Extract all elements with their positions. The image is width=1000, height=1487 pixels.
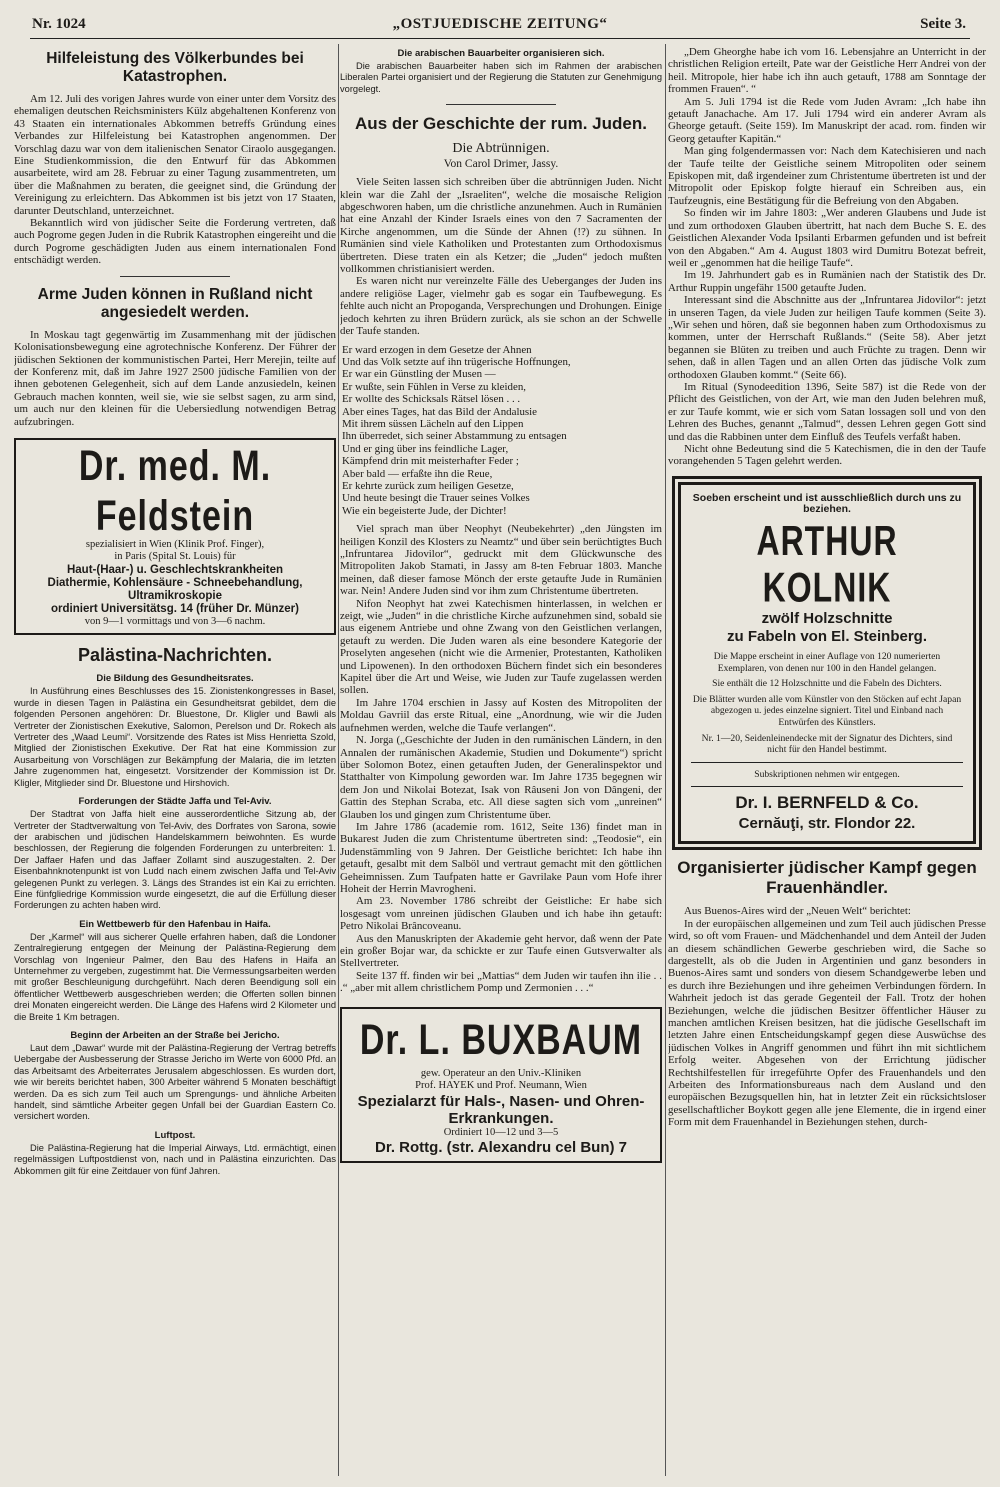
ad-line: in Paris (Spital St. Louis) für xyxy=(114,551,236,563)
paragraph: Viele Seiten lassen sich schreiben über die abtrünnigen Juden. Nicht klein war die Zahl der „Israeliten“, welche die mosaische Religion abgeschworen haben, um die christliche anzunehmen. Auch in Rumänien hat eine Anzahl der Kinder Israels eines von den 7 Sacramenten der Kirche angenommen, um die Sünde der Ahnen (!?) zu sühnen. In Rumänien sind viele Katholiken und Protestanten zum Orthodoxismus übertreten. Diese traten ein als Ketzer; die „Juden“ jedoch mußten vollkommen christianisiert werden. xyxy=(340,176,662,276)
paragraph: Am 12. Juli des vorigen Jahres wurde von einer unter dem Vorsitz des ehemaligen deutschen Reichsministers Külz abgehaltenen Konferenz von 43 Staaten ein internationales Abkommen betreffs Gründung eines Verbandes zur Hilfeleistung bei Katastrophen angenommen. Der Vorschlag dazu war von dem italienischen Senator Ciraolo ausgegangen. Eine Studienkommission, die den Entwurf für das Abkommen ausarbeitete, wird am 28. Februar zu einer Tagung zusammentreten, um über die Maßnahmen zu beraten, die geeignet sind, die Gründung der Vereinigung zu erleichtern. Das Abkommen ist bis jetzt von 17 Staaten, darunter Deutschland, unterzeichnet. xyxy=(14,93,336,217)
poem-line: Er wollte des Schicksals Rätsel lösen . . . xyxy=(342,393,521,406)
column-rule-2 xyxy=(665,44,666,1476)
paragraph: Aus Buenos-Aires wird der „Neuen Welt“ berichtet: xyxy=(684,905,911,918)
paragraph: Die arabischen Bauarbeiter haben sich im Rahmen der arabischen Liberalen Partei organisiert und der Regierung die Statuten zur Genehmigung vorgelegt. xyxy=(340,61,662,94)
ad-address: Cernăuţi, str. Flondor 22. xyxy=(738,815,916,833)
ad-line: Diathermie, Kohlensäure - Schneebehandlung, Ultramikroskopie xyxy=(47,576,303,602)
subheading: Die arabischen Bauarbeiter organisieren sich. xyxy=(397,48,605,59)
ad-line: Dr. Rottg. (str. Alexandru cel Bun) 7 xyxy=(375,1139,627,1157)
poem-line: Er war ein Günstling der Musen — xyxy=(342,368,496,381)
paragraph: Der „Karmel“ will aus sicherer Quelle erfahren haben, daß die Londoner Zentralregierung entgegen der Meinung der Palästina-Regierung dem Vorschlag von Ingenieur Palmer, den Bau des Hafens in Haifa an Unternehmer zu vergeben, zugestimmt hat. Die Vermessungsarbeiten werden mit großer Beschleunigung durchgeführt. Nach deren Beendigung soll ein öffentlicher Wettbewerb ausgeschrieben werden; die Offerten sollen binnen drei Monaten eingereicht werden. Die Länge des Hafens wird 2 Kilometer und die Breite 1 Km betragen. xyxy=(14,931,336,1022)
header-rule xyxy=(30,38,970,39)
article-title: Hilfeleistung des Völkerbundes bei Katastrophen. xyxy=(46,50,304,85)
ad-line: Spezialarzt für Hals-, Nasen- und Ohren-Erkrankungen. xyxy=(357,1092,645,1127)
ad-rule xyxy=(691,786,963,787)
paragraph: Laut dem „Dawar“ wurde mit der Palästina-Regierung der Vertrag betreffs Uebergabe der Ausbesserung der Strasse Jericho im Werte von 6000 Pfd. an das Arbeitsamt des Arbeiterrates Jerusalem abgeschlossen. Es wurden dort, wie wir bereits berichtet haben, 300 Arbeiter während 5 Monaten beschäftigt werden. Da es sich zum Teil auch um Sprengungs- und ähnliche Arbeiten handelt, sind sämtliche Arbeiter gegen Unfall bei der Guardian Eastern Co. versichert worden. xyxy=(14,1043,336,1122)
poem-line: Er wußte, sein Fühlen in Verse zu kleiden, xyxy=(342,380,526,393)
ad-line: Die Blätter wurden alle vom Künstler von den Stöcken auf echt Japan abgezogen u. jedes einzelne signiert. Titel und Einband nach Entwürfen des Künstlers. xyxy=(692,693,962,728)
paragraph: In Moskau tagt gegenwärtig im Zusammenhang mit der jüdischen Kolonisationsbewegung eine agrotechnische Konferenz. Der Führer der jüdischen Sektionen der kommunistischen Partei, Herr Merejin, teilte auf der Konferenz mit, daß im Jahre 1927 2500 jüdische Familien von der ihnen gebotenen Gelegenheit, sich auf dem Lande anzusiedeln, keinen Gebrauch machen konnten, weil sie, wie sie selbst sagen, zu arm sind, um auch nur den kleinen für die Uebersiedlung notwendigen Betrag aufzubringen. xyxy=(14,328,336,428)
subheading: Ein Wettbewerb für den Hafenbau in Haifa. xyxy=(79,918,271,930)
page-header xyxy=(30,10,970,36)
article-subtitle: Die Abtrünnigen. xyxy=(452,141,550,157)
paragraph: In der europäischen allgemeinen und zum Teil auch jüdischen Presse wird, so oft vom Frauen- und Mädchenhandel und dem Anteil der Juden an diesem schändlichen Gewerbe geschrieben wird, die Sache so dargestellt, als ob die Juden in Argentinien und ganz besonders in Buenos-Aires samt und sonders von diesem Schandgewerbe leben und es durch ihre Beziehungen und ihre geheimen Verbindungen fördern. In Wahrheit jedoch ist das gerade Gegenteil der Fall. Trotz der hohen Beziehungen, welche die jüdischen Besitzer öffentlicher Häuser zu manchen amtlichen Kreisen besitzen, hat die jüdische Gesellschaft im letzten Jahre einen Entscheidungskampf gegen diese Auswüchse des jüdischen Volkes in Angriff genommen und führt ihn mit sichtlichem Erfolg weiter. Abgesehen von der Errichtung jüdischer Rechtshilfestellen für irregeführte Opfer des Frauenhandels und den Arbeiten des Informationsbureaus nach dem Ausland und den europäischen Bezugsquellen hin, hat in letzter Zeit ein rücksichtsloser gesellschaftlicher Boykott gegen alle jene Elemente, die in irgend einer Form mit dem Frauenhandel in Beziehungen stehen, durch- xyxy=(668,917,986,1129)
article-title: Aus der Geschichte der rum. Juden. xyxy=(355,114,647,134)
paragraph: Viel sprach man über Neophyt (Neubekehrter) „den Jüngsten im heiligen Konzil des Klosters zu Neamtz“ und über sein berüchtigtes Buch „Infruntarea Jidovilor“, gedruckt mit dem Glückwunsche des Mitropoliten Jakob Stamati, in Jassy am 8-ten Februar 1803. Manche meinen, daß dieser famose Mönch der erste getaufte Jude in Rumänien war. Nein! Andere Juden sind vor ihm zum Christentume übertreten. xyxy=(340,523,662,598)
paragraph: Seite 137 ff. finden wir bei „Mattias“ dem Juden wir taufen ihn ilie . . .“ „aber mit allem christlichem Pomp und Zermonien . . .“ xyxy=(340,969,662,995)
paragraph: Im Jahre 1786 (academie rom. 1612, Seite 136) findet man in Bukarest Juden die zum Christentume übertreten sind: „Teodosie“, ein Judenstämmling von 9 Jahren. Der Geistliche berichtet: Ich habe ihn getauft, gesalbt mit dem Salböl und vertraut gemacht mit den göttlichen Geheimnissen. Zum Taufpaten hatte er Gavrilake Paun vom Hofe ihrer Hoheit der Herrin Mavrogheni. xyxy=(340,820,662,895)
poem-line: Aber eines Tages, hat das Bild der Andalusie xyxy=(342,405,538,418)
paragraph: Es waren nicht nur vereinzelte Fälle des Ueberganges der Juden ins andere religiöse Lager, vielmehr gab es sogar ein Taufbewegung. Es fehlte auch nicht an Propoganda, Versprechungen und Drohungen. Einige jedoch kehrten zu ihren Brüdern zurück, als sie schon an der Schwelle der Taufe standen. xyxy=(340,275,662,338)
page-number: Seite 3. xyxy=(920,16,966,32)
newspaper-title: „OSTJUEDISCHE ZEITUNG“ xyxy=(392,16,608,32)
column-rule-1 xyxy=(338,44,339,1476)
poem-line: Aber bald — erfaßte ihn die Reue, xyxy=(342,467,493,480)
poem xyxy=(342,344,662,518)
ad-line: von 9—1 vormittags und von 3—6 nachm. xyxy=(84,615,266,627)
paragraph: So finden wir im Jahre 1803: „Wer anderen Glaubens und Jude ist und zum orthodoxen Glauben übertritt, hat nach dem Buche S. E. des Geistlichen Alexander Voda Ipsilanti Erbarmen gefunden und ist befreit von den Abgaben.“ Am 4. August 1803 wird Dumitru Botezat befreit, weil er „genommen hat die heilige Taufe“. xyxy=(668,207,986,269)
paragraph: In Ausführung eines Beschlusses des 15. Zionistenkongresses in Basel, wurde in diesen Tagen in Palästina ein Gesundheitsrat gebildet, dem die folgenden Personen angehören: Dr. Bluestone, Dr. Kligler und Bawli als Vertreter der Zionistischen Exekutive, Salomon, Perelson und Dr. Rokech als Vertreter des „Waad Leumi“. Vorsitzende des Rates ist Miss Henrietta Szold, Mitglied der Zionistischen Exekutive. Der Rat hat eine Kommission zur Ausarbeitung von Vorschlägen zur Bekämpfung der Malaria, die im letzten Jahre zugenommen hat, eingesetzt. Vorsitzender der Kommission ist Dr. Kligler, Mitglieder sind Dr. Bluestone und Hirshovich. xyxy=(14,686,336,788)
paragraph: Nifon Neophyt hat zwei Katechismen hinterlassen, in welchen er zeigt, wie „Juden“ in die christliche Kirche aufzunehmen sind, sobald sie aus eigenem Antriebe und ohne Zwang von den Geistlichen verlangen, getauft zu werden. Die Juden waren als eine besondere Kategorie der Proselyten angesehen (nicht wie die Armenier, Protestanten, Katholiken und Lipowenen). In den orthodoxen Büchern findet sich ein besonderes Kapitel über die Art und Weise, wie Juden zur Taufe zugelassen werden sollen. xyxy=(340,597,662,697)
ad-name: Dr. L. BUXBAUM xyxy=(359,1015,643,1064)
ad-line: Sie enthält die 12 Holzschnitte und die Fabeln des Dichters. xyxy=(712,678,942,690)
ad-line: Haut-(Haar-) u. Geschlechtskrankheiten xyxy=(66,563,283,576)
paragraph: Nicht ohne Bedeutung sind die 5 Katechismen, die in den der Taufe vorangehenden 5 Tagen gelehrt werden. xyxy=(668,443,986,468)
issue-number: Nr. 1024 xyxy=(32,16,86,32)
ad-name: ARTHUR KOLNIK xyxy=(756,517,898,611)
ad-line: Subskriptionen nehmen wir entgegen. xyxy=(754,768,900,780)
ad-line: zwölf Holzschnitte xyxy=(761,610,893,627)
paragraph: Bekanntlich wird von jüdischer Seite die Forderung vertreten, daß auch Pogrome gegen Juden in die Rubrik Katastrophen eingereiht und die durch Pogrome geschädigten Juden aus einem internationalen Fond entschädigt werden. xyxy=(14,217,336,267)
ad-line: Soeben erscheint und ist ausschließlich durch uns zu beziehen. xyxy=(692,491,962,516)
paragraph: Aus den Manuskripten der Akademie geht hervor, daß wenn der Pate ein großer Bojar war, da schickte er zur Taufe einen Gutsverwalter als Stellvertreter. xyxy=(340,932,662,970)
column-3 xyxy=(668,46,986,1476)
advertisement-kolnik xyxy=(672,476,982,851)
ad-name: Dr. med. M. Feldstein xyxy=(78,442,272,540)
poem-line: Wie ein begeisterte Jude, der Dichter! xyxy=(342,504,507,517)
ad-line: Ordiniert 10—12 und 3—5 xyxy=(443,1126,559,1138)
ad-firm: Dr. I. BERNFELD & Co. xyxy=(735,793,919,813)
poem-line: Mit ihrem süssen Lächeln auf den Lippen xyxy=(342,417,524,430)
paragraph: Der Stadtrat von Jaffa hielt eine ausserordentliche Sitzung ab, der Vertreter der Stadtverwaltung von Tel-Aviv, des Dorfrates von Sarona, sowie der arabischen und jüdischen Handelskammern beiwohnten. Es wurde beschlossen, der Regierung die folgenden Forderungen zu unterbreiten: 1. Der Jaffaer Hafen und das Jaffaer Zollamt sind auszugestalten. 2. Der Eisenbahnknotenpunkt ist von Ludd nach einem zwischen Jaffa und Tel-Aviv gelegenen Punkt zu verlegen. 3. Längs des Strandes ist ein Kai zu errichten. Eine fünfgliedrige Kommission wurde eingesetzt, die auf die Erfüllung dieser Forderungen zu achten haben wird. xyxy=(14,809,336,911)
ad-line: Prof. HAYEK und Prof. Neumann, Wien xyxy=(415,1080,587,1092)
poem-line: Er ward erzogen in dem Gesetze der Ahnen xyxy=(342,343,532,356)
paragraph: N. Jorga („Geschichte der Juden in den rumänischen Ländern, in den Annalen der rumänischen Akademie, Studien und Dokumente“) spricht über Solomon Botez, einen getauften Juden, der Generalinspektor und Statthalter von Kimpolung geworden war. Im Jahre 1735 begegnen wir dem Jon und Nikolai Botezat, Isak von Râuseni Jon von Dângeni, der Gattin des Stephan Scraba, etc. All diese sagten sich vom „unreinen“ Glauben los und gingen zum Christentume über. xyxy=(340,734,662,821)
poem-line: Und heute besingt die Trauer seines Volkes xyxy=(342,492,530,505)
ad-line: Die Mappe erscheint in einer Auflage von 120 numerierten Exemplaren, von denen nur 100 in den Handel gelangen. xyxy=(713,651,941,674)
poem-line: Und das Volk setzte auf ihn trügerische Hoffnungen, xyxy=(342,355,571,368)
poem-line: Kämpfend drin mit meisterhafter Feder ; xyxy=(342,455,519,468)
ad-line: ordiniert Universitätsg. 14 (früher Dr. Münzer) xyxy=(51,602,299,615)
byline: Von Carol Drimer, Jassy. xyxy=(443,158,559,171)
divider xyxy=(120,276,230,277)
ad-rule xyxy=(691,762,963,763)
ad-line: gew. Operateur an den Univ.-Kliniken xyxy=(420,1067,582,1079)
subheading: Die Bildung des Gesundheitsrates. xyxy=(96,673,254,685)
poem-line: Und er ging über ins feindliche Lager, xyxy=(342,442,509,455)
paragraph: „Dem Gheorghe habe ich vom 16. Lebensjahre an Unterricht in der christlichen Religion erteilt, Pate war der Geistliche Herr Andrei von der heil. Mitropole, hier habe ich ihn auch getauft, 1788 am Sonntage der frommen Frauen“. “ xyxy=(668,46,986,96)
ad-line: Nr. 1—20, Seidenleinendecke mit der Signatur des Dichters, sind nicht für den Handel bestimmt. xyxy=(701,732,953,756)
subheading: Forderungen der Städte Jaffa und Tel-Aviv. xyxy=(78,796,272,808)
article-title: Organisierter jüdischer Kampf gegen Frauenhändler. xyxy=(677,858,977,898)
paragraph: Im Ritual (Synodeedition 1396, Seite 587) ist die Rede von der Pflicht des Geistlichen, von der Art, wie man den Juden belehren muß, er zur Taufe kommt, wie er sich vom Satan lossagen soll und von den Lehren des Buches, genannt „Talmud“, dessen Lehren gegen Gott sind und das die Rabbinen unter dem Einfluß des Teufels verfaßt haben. xyxy=(668,380,986,443)
advertisement-buxbaum xyxy=(340,1007,662,1164)
paragraph: Im Jahre 1704 erschien in Jassy auf Kosten des Mitropoliten der Moldau Gavriil das erste Ritual, eine „Anordnung, wie wir die Juden aufnehmen werden, welche die Taufe verlangen“. xyxy=(340,696,662,734)
subheading: Luftpost. xyxy=(154,1129,196,1141)
divider xyxy=(446,104,556,105)
advertisement-feldstein xyxy=(14,438,336,636)
subheading: Beginn der Arbeiten an der Straße bei Jericho. xyxy=(70,1030,280,1041)
poem-line: Er kehrte zurück zum heiligen Gesetze, xyxy=(342,479,514,492)
paragraph: Man ging folgendermassen vor: Nach dem Katechisieren und nach der Taufe teilte der Geistliche seinem Mitropoliten oder seinem Episkopen mit, daß irgendeiner zum Christentume übertreten ist und der Mitropolit oder Episkop folgte hierauf ein Schreiben aus, ein Taufzeugnis, eine Bestätigung für die Befreiung von den Abgaben. xyxy=(668,145,986,207)
article-title: Arme Juden können in Rußland nicht angesiedelt werden. xyxy=(37,285,313,321)
paragraph: Am 23. November 1786 schreibt der Geistliche: Er habe sich losgesagt vom unreinen jüdischen Glauben und ich habe ihn getauft: Petro Nikolai Brâncoveanu. xyxy=(340,895,662,933)
column-2 xyxy=(340,46,662,1476)
paragraph: Im 19. Jahrhundert gab es in Rumänien nach der Statistik des Dr. Arthur Ruppin ungefähr 1500 getaufte Juden. xyxy=(668,269,986,294)
paragraph: Am 5. Juli 1794 ist die Rede vom Juden Avram: „Ich habe ihn getauft Janachache. Am 17. Juli 1794 wird ein anderer Avram als Gheorge getauft. (Seite 159). Im Manuskript der acad. rom. finden wir Georg getaufter Kapitän.“ xyxy=(668,95,986,145)
ad-line: zu Fabeln von El. Steinberg. xyxy=(726,628,928,645)
poem-line: Ihn überredet, sich seiner Abstammung zu entsagen xyxy=(342,430,567,443)
ad-line: spezialisiert in Wien (Klinik Prof. Finger), xyxy=(85,538,265,550)
section-title: Palästina-Nachrichten. xyxy=(77,645,273,666)
column-1 xyxy=(14,46,336,1476)
paragraph: Die Palästina-Regierung hat die Imperial Airways, Ltd. ermächtigt, einen regelmässigen Luftpostdienst von, nach und in Palästina einzurichten. Das Abkommen gilt für eine Zeitdauer von fünf Jahren. xyxy=(14,1142,336,1176)
paragraph: Interessant sind die Abschnitte aus der „Infruntarea Jidovilor“: jetzt in unseren Tagen, da viele Juden zur heiligen Taufe kommen (Seite 3). „Wir sehen und hören, daß sie begonnen haben zum Orthodoxismus zu kommen, unter der Herrschaft Rußlands.“ (Seite 58). Aber jetzt begannen sie Blüten zu treiben und auch Früchte zu tragen. Denn wir sehen, daß in allen Tagen und an allen Orten das jüdische Volk zum orthodoxen Glauben kommt.“ (Seite 66). xyxy=(668,294,986,381)
